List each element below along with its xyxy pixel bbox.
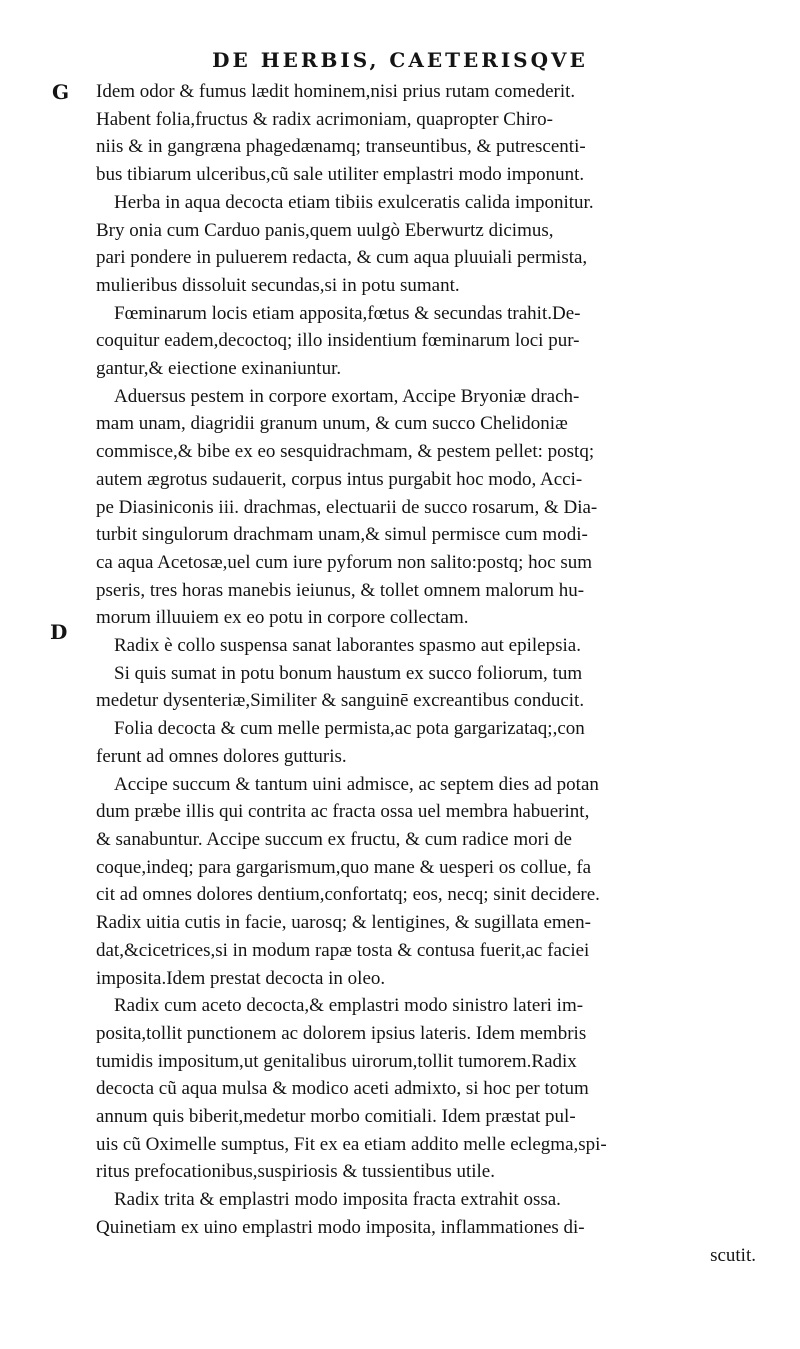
- text-line: Habent folia,fructus & radix acrimoniam, quapropter Chiro-: [96, 108, 553, 130]
- text-line: ferunt ad omnes dolores gutturis.: [96, 745, 347, 767]
- text-line: cit ad omnes dolores dentium,confortatq; eos, necq; sinit decidere.: [96, 884, 600, 906]
- text-line: & sanabuntur. Accipe succum ex fructu, & cum radice mori de: [96, 828, 572, 850]
- text-line: annum quis biberit,medetur morbo comitiali. Idem præstat pul-: [96, 1106, 576, 1128]
- text-line: coque,indeq; para gargarismum,quo mane & uesperi os collue, fa: [96, 856, 592, 878]
- text-line: Idem odor & fumus lædit hominem,nisi prius rutam comederit.: [96, 81, 576, 102]
- text-line: dat,&cicetrices,si in modum rapæ tosta & contusa fuerit,ac faciei: [96, 939, 590, 961]
- text-line: pari pondere in puluerem redacta, & cum aqua pluuiali permista,: [96, 247, 588, 269]
- text-line: gantur,& eiectione exinaniuntur.: [96, 358, 342, 380]
- text-line: autem ægrotus sudauerit, corpus intus purgabit hoc modo, Acci-: [96, 468, 583, 490]
- text-line: Fœminarum locis etiam apposita,fœtus & secundas trahit.De-: [114, 302, 581, 324]
- text-line: Bry onia cum Carduo panis,quem uulgò Eberwurtz dicimus,: [96, 219, 554, 241]
- text-line: pseris, tres horas manebis ieiunus, & tollet omnem malorum hu-: [96, 579, 585, 601]
- text-line: Folia decocta & cum melle permista,ac pota gargarizataq;,con: [114, 718, 585, 740]
- text-line: Radix cum aceto decocta,& emplastri modo sinistro lateri im-: [114, 995, 584, 1017]
- text-line: turbit singulorum drachmam unam,& simul permisce cum modi-: [96, 524, 588, 546]
- text-line: Herba in aqua decocta etiam tibiis exulceratis calida imponitur.: [114, 191, 594, 213]
- text-line: scutit.: [710, 1244, 756, 1266]
- running-header: DE HERBIS, CAETERISQVE: [212, 48, 588, 72]
- text-line: bus tibiarum ulceribus,cũ sale utiliter emplastri modo imponunt.: [96, 164, 585, 186]
- text-line: mam unam, diagridii granum unum, & cum succo Chelidoniæ: [96, 413, 568, 435]
- text-line: Si quis sumat in potu bonum haustum ex succo foliorum, tum: [114, 662, 583, 684]
- text-line: posita,tollit punctionem ac dolorem ipsius lateris. Idem membris: [96, 1022, 587, 1044]
- text-line: commisce,& bibe ex eo sesquidrachmam, & pestem pellet: postq;: [96, 441, 595, 463]
- text-line: Radix è collo suspensa sanat laborantes spasmo aut epilepsia.: [114, 635, 581, 657]
- text-line: Radix uitia cutis in facie, uarosq; & lentigines, & sugillata emen-: [96, 912, 591, 934]
- text-line: ca aqua Acetosæ,uel cum iure pyforum non salito:postq; hoc sum: [96, 551, 593, 573]
- text-line: decocta cũ aqua mulsa & modico aceti admixto, si hoc per totum: [96, 1078, 589, 1100]
- text-line: Radix trita & emplastri modo imposita fracta extrahit ossa.: [114, 1189, 561, 1211]
- text-line: Quinetiam ex uino emplastri modo imposita, inflammationes di-: [96, 1216, 585, 1238]
- text-line: ritus prefocationibus,suspiriosis & tussientibus utile.: [96, 1161, 495, 1183]
- text-line: dum præbe illis qui contrita ac fracta ossa uel membra habuerint,: [96, 801, 590, 823]
- text-line: morum illuuiem ex eo potu in corpore collectam.: [96, 607, 469, 629]
- text-line: Aduersus pestem in corpore exortam, Accipe Bryoniæ drach-: [114, 385, 580, 407]
- text-line: coquitur eadem,decoctoq; illo insidentium fœminarum loci pur-: [96, 330, 580, 352]
- text-line: tumidis impositum,ut genitalibus uirorum,tollit tumorem.Radix: [96, 1050, 577, 1072]
- text-line: mulieribus dissoluit secundas,si in potu sumant.: [96, 274, 460, 296]
- text-line: medetur dysenteriæ,Similiter & sanguinē excreantibus conducit.: [96, 690, 585, 712]
- margin-marker-d: D: [50, 620, 68, 644]
- text-line: niis & in gangræna phagedænamq; transeuntibus, & putrescenti-: [96, 136, 586, 158]
- body-text: [96, 78, 776, 1269]
- text-line: imposita.Idem prestat decocta in oleo.: [96, 967, 386, 989]
- margin-marker-g: G: [52, 80, 70, 104]
- text-line: Accipe succum & tantum uini admisce, ac septem dies ad potan: [114, 773, 599, 795]
- text-line: pe Diasiniconis iii. drachmas, electuarii de succo rosarum, & Dia-: [96, 496, 598, 518]
- text-line: uis cũ Oximelle sumptus, Fit ex ea etiam addito melle eclegma,spi-: [96, 1133, 607, 1155]
